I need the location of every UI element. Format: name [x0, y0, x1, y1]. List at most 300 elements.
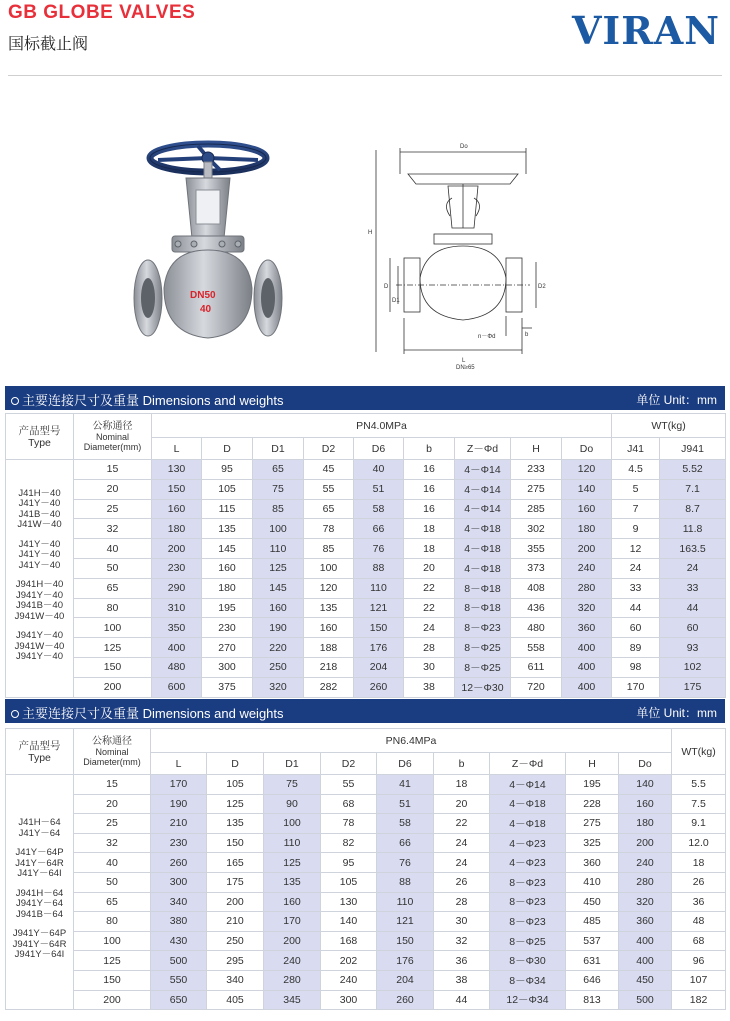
value-cell: 631	[566, 951, 619, 971]
header-divider	[8, 75, 722, 76]
table-row	[6, 814, 726, 834]
value-cell: 4.5	[612, 460, 660, 480]
nominal-diameter-cell: 125	[74, 951, 151, 971]
value-cell: 110	[354, 578, 404, 598]
nominal-diameter-cell: 80	[74, 912, 151, 932]
value-cell: 188	[304, 638, 354, 658]
value-cell: 4－Φ18	[490, 794, 566, 814]
column-header: Z－Φd	[455, 438, 511, 460]
label-d1: D1	[392, 298, 400, 304]
value-cell: 410	[566, 872, 619, 892]
value-cell: 120	[304, 578, 354, 598]
table-row	[6, 479, 726, 499]
value-cell: 4－Φ18	[455, 519, 511, 539]
value-cell: 230	[202, 618, 253, 638]
value-cell: 24	[660, 558, 726, 578]
value-cell: 320	[562, 598, 612, 618]
value-cell: 12.0	[672, 833, 726, 853]
value-cell: 200	[264, 931, 321, 951]
value-cell: 200	[562, 539, 612, 559]
value-cell: 204	[354, 657, 404, 677]
table-row	[6, 598, 726, 618]
value-cell: 18	[672, 853, 726, 873]
value-cell: 375	[202, 677, 253, 697]
pressure-group-header: PN4.0MPa	[152, 414, 612, 438]
nominal-diameter-cell: 50	[74, 558, 152, 578]
value-cell: 16	[404, 460, 455, 480]
page-header	[0, 0, 730, 70]
value-cell: 85	[253, 499, 304, 519]
value-cell: 150	[377, 931, 434, 951]
value-cell: 210	[151, 814, 207, 834]
value-cell: 8－Φ25	[490, 931, 566, 951]
pressure-group-header: PN6.4MPa	[151, 729, 672, 753]
value-cell: 44	[434, 990, 490, 1010]
valve-photo	[128, 138, 288, 368]
type-model: J41B－40	[18, 508, 61, 520]
value-cell: 89	[612, 638, 660, 658]
type-group	[6, 580, 73, 622]
value-cell: 360	[566, 853, 619, 873]
value-cell: 611	[511, 657, 562, 677]
value-cell: 76	[377, 853, 434, 873]
label-l: L	[462, 358, 466, 364]
value-cell: 18	[404, 519, 455, 539]
value-cell: 150	[152, 479, 202, 499]
value-cell: 8－Φ18	[455, 578, 511, 598]
value-cell: 60	[612, 618, 660, 638]
value-cell: 170	[151, 775, 207, 795]
value-cell: 20	[434, 794, 490, 814]
column-header: b	[434, 753, 490, 775]
value-cell: 160	[304, 618, 354, 638]
value-cell: 176	[377, 951, 434, 971]
value-cell: 135	[202, 519, 253, 539]
value-cell: 9	[612, 519, 660, 539]
nominal-diameter-cell: 125	[74, 638, 152, 658]
nominal-diameter-cell: 20	[74, 479, 152, 499]
type-model: J941Y－40	[15, 651, 63, 663]
value-cell: 4－Φ18	[455, 558, 511, 578]
value-cell: 282	[304, 677, 354, 697]
value-cell: 558	[511, 638, 562, 658]
value-cell: 170	[612, 677, 660, 697]
value-cell: 41	[377, 775, 434, 795]
wt-group-header: WT(kg)	[672, 729, 726, 775]
value-cell: 100	[264, 814, 321, 834]
section-bullet-icon	[11, 397, 19, 405]
value-cell: 500	[619, 990, 672, 1010]
value-cell: 4－Φ14	[455, 460, 511, 480]
value-cell: 350	[152, 618, 202, 638]
value-cell: 115	[202, 499, 253, 519]
type-model: J41Y－40	[18, 498, 61, 510]
value-cell: 125	[264, 853, 321, 873]
value-cell: 160	[619, 794, 672, 814]
type-model: J941W－40	[14, 640, 65, 652]
value-cell: 190	[253, 618, 304, 638]
value-cell: 105	[202, 479, 253, 499]
type-model: J41Y－64I	[17, 868, 62, 880]
value-cell: 200	[619, 833, 672, 853]
value-cell: 230	[152, 558, 202, 578]
value-cell: 285	[511, 499, 562, 519]
value-cell: 120	[562, 460, 612, 480]
value-cell: 168	[321, 931, 377, 951]
table-row	[6, 519, 726, 539]
type-header: 产品型号 Type	[6, 729, 74, 775]
value-cell: 45	[304, 460, 354, 480]
value-cell: 12	[612, 539, 660, 559]
type-model: J41Y－64P	[15, 847, 64, 859]
value-cell: 24	[612, 558, 660, 578]
table-row	[6, 578, 726, 598]
value-cell: 140	[619, 775, 672, 795]
value-cell: 28	[404, 638, 455, 658]
nominal-header: 公称通径 Nominal Diameter(mm)	[74, 414, 152, 460]
page-subtitle: 国标截止阀	[8, 36, 89, 53]
nominal-diameter-cell: 25	[74, 499, 152, 519]
value-cell: 300	[202, 657, 253, 677]
nominal-diameter-cell: 150	[74, 657, 152, 677]
value-cell: 176	[354, 638, 404, 658]
type-model: J941H－64	[15, 887, 64, 899]
nominal-diameter-cell: 40	[74, 853, 151, 873]
value-cell: 65	[304, 499, 354, 519]
value-cell: 121	[377, 912, 434, 932]
column-header: D1	[253, 438, 304, 460]
value-cell: 250	[253, 657, 304, 677]
nominal-diameter-cell: 200	[74, 990, 151, 1010]
value-cell: 32	[434, 931, 490, 951]
value-cell: 300	[151, 872, 207, 892]
value-cell: 170	[264, 912, 321, 932]
type-model: J41Y－64R	[15, 857, 64, 869]
value-cell: 180	[202, 578, 253, 598]
type-cell	[6, 460, 74, 698]
value-cell: 48	[672, 912, 726, 932]
label-h: H	[368, 230, 373, 236]
type-group	[6, 929, 73, 961]
value-cell: 93	[660, 638, 726, 658]
column-header: Do	[619, 753, 672, 775]
value-cell: 150	[354, 618, 404, 638]
nominal-diameter-cell: 100	[74, 618, 152, 638]
table-row	[6, 638, 726, 658]
table-row	[6, 794, 726, 814]
value-cell: 38	[404, 677, 455, 697]
value-cell: 813	[566, 990, 619, 1010]
value-cell: 646	[566, 970, 619, 990]
table-row	[6, 539, 726, 559]
value-cell: 96	[672, 951, 726, 971]
value-cell: 202	[321, 951, 377, 971]
value-cell: 400	[619, 931, 672, 951]
value-cell: 233	[511, 460, 562, 480]
type-model: J941Y－40	[15, 589, 63, 601]
wt-group-header: WT(kg)	[612, 414, 726, 438]
table-row	[6, 931, 726, 951]
value-cell: 58	[354, 499, 404, 519]
value-cell: 345	[264, 990, 321, 1010]
value-cell: 22	[404, 598, 455, 618]
type-model: J941Y－64I	[14, 949, 65, 961]
value-cell: 36	[672, 892, 726, 912]
table-row	[6, 892, 726, 912]
value-cell: 135	[264, 872, 321, 892]
nominal-diameter-cell: 80	[74, 598, 152, 618]
value-cell: 160	[264, 892, 321, 912]
value-cell: 65	[253, 460, 304, 480]
value-cell: 430	[151, 931, 207, 951]
section-title: 主要连接尺寸及重量 Dimensions and weights	[22, 393, 284, 408]
value-cell: 12－Φ30	[455, 677, 511, 697]
value-cell: 400	[562, 657, 612, 677]
value-cell: 200	[207, 892, 264, 912]
value-cell: 436	[511, 598, 562, 618]
column-header: D6	[354, 438, 404, 460]
label-bolt: n－Φd	[478, 334, 496, 340]
column-header: Z－Φd	[490, 753, 566, 775]
section-title: 主要连接尺寸及重量 Dimensions and weights	[22, 706, 284, 721]
type-model: J41H－64	[18, 817, 61, 829]
value-cell: 200	[152, 539, 202, 559]
value-cell: 44	[612, 598, 660, 618]
label-dn: DN≥65	[456, 365, 475, 371]
value-cell: 4－Φ14	[455, 479, 511, 499]
value-cell: 220	[253, 638, 304, 658]
column-header: D1	[264, 753, 321, 775]
value-cell: 38	[434, 970, 490, 990]
value-cell: 110	[264, 833, 321, 853]
value-cell: 107	[672, 970, 726, 990]
nominal-diameter-cell: 65	[74, 892, 151, 912]
value-cell: 78	[304, 519, 354, 539]
value-cell: 280	[562, 578, 612, 598]
value-cell: 140	[321, 912, 377, 932]
value-cell: 550	[151, 970, 207, 990]
value-cell: 8－Φ23	[455, 618, 511, 638]
value-cell: 320	[253, 677, 304, 697]
value-cell: 300	[321, 990, 377, 1010]
label-b: b	[525, 332, 529, 338]
value-cell: 8－Φ23	[490, 912, 566, 932]
value-cell: 450	[566, 892, 619, 912]
value-cell: 16	[404, 499, 455, 519]
value-cell: 218	[304, 657, 354, 677]
table-row	[6, 460, 726, 480]
table-row	[6, 499, 726, 519]
value-cell: 125	[253, 558, 304, 578]
value-cell: 12－Φ34	[490, 990, 566, 1010]
value-cell: 121	[354, 598, 404, 618]
section-bullet-icon	[11, 710, 19, 718]
column-header: D2	[321, 753, 377, 775]
unit-label: 单位 Unit：mm	[636, 706, 717, 720]
wt-column-header: J941	[660, 438, 726, 460]
value-cell: 160	[152, 499, 202, 519]
value-cell: 75	[253, 479, 304, 499]
value-cell: 485	[566, 912, 619, 932]
value-cell: 405	[207, 990, 264, 1010]
value-cell: 325	[566, 833, 619, 853]
nominal-diameter-cell: 200	[74, 677, 152, 697]
value-cell: 130	[321, 892, 377, 912]
value-cell: 8－Φ30	[490, 951, 566, 971]
value-cell: 55	[304, 479, 354, 499]
value-cell: 500	[151, 951, 207, 971]
type-model: J941Y－64R	[12, 938, 67, 950]
value-cell: 68	[672, 931, 726, 951]
value-cell: 33	[660, 578, 726, 598]
value-cell: 8－Φ23	[490, 872, 566, 892]
column-header: Do	[562, 438, 612, 460]
value-cell: 11.8	[660, 519, 726, 539]
column-header: H	[566, 753, 619, 775]
nominal-diameter-cell: 40	[74, 539, 152, 559]
value-cell: 145	[202, 539, 253, 559]
value-cell: 195	[202, 598, 253, 618]
value-cell: 9.1	[672, 814, 726, 834]
value-cell: 480	[511, 618, 562, 638]
value-cell: 360	[619, 912, 672, 932]
section-bar-pn64	[5, 699, 725, 723]
brand-logo: VIRAN	[571, 8, 720, 53]
value-cell: 400	[152, 638, 202, 658]
value-cell: 102	[660, 657, 726, 677]
column-header: H	[511, 438, 562, 460]
value-cell: 68	[321, 794, 377, 814]
value-cell: 140	[562, 479, 612, 499]
value-cell: 400	[562, 677, 612, 697]
value-cell: 18	[434, 775, 490, 795]
type-model: J41Y－40	[18, 538, 61, 550]
table-row	[6, 677, 726, 697]
value-cell: 150	[207, 833, 264, 853]
dimensions-table-pn40	[5, 413, 726, 698]
value-cell: 36	[434, 951, 490, 971]
value-cell: 8－Φ25	[455, 657, 511, 677]
column-header: L	[152, 438, 202, 460]
value-cell: 82	[321, 833, 377, 853]
value-cell: 78	[321, 814, 377, 834]
dimension-drawing	[360, 138, 560, 374]
value-cell: 160	[202, 558, 253, 578]
section-bar-pn40	[5, 386, 725, 410]
table-row	[6, 970, 726, 990]
type-model: J941Y－40	[15, 630, 63, 642]
value-cell: 85	[304, 539, 354, 559]
value-cell: 240	[562, 558, 612, 578]
value-cell: 105	[321, 872, 377, 892]
value-cell: 8－Φ23	[490, 892, 566, 912]
value-cell: 100	[253, 519, 304, 539]
value-cell: 650	[151, 990, 207, 1010]
value-cell: 24	[434, 853, 490, 873]
nominal-diameter-cell: 100	[74, 931, 151, 951]
value-cell: 400	[562, 638, 612, 658]
value-cell: 7	[612, 499, 660, 519]
table-row	[6, 912, 726, 932]
value-cell: 4－Φ18	[490, 814, 566, 834]
table-row	[6, 775, 726, 795]
value-cell: 175	[660, 677, 726, 697]
value-cell: 4－Φ23	[490, 853, 566, 873]
value-cell: 60	[660, 618, 726, 638]
table-row	[6, 657, 726, 677]
value-cell: 24	[434, 833, 490, 853]
value-cell: 58	[377, 814, 434, 834]
value-cell: 195	[566, 775, 619, 795]
label-d2: D2	[538, 284, 546, 290]
type-model: J41Y－40	[18, 559, 61, 571]
nominal-diameter-cell: 50	[74, 872, 151, 892]
column-header: b	[404, 438, 455, 460]
value-cell: 182	[672, 990, 726, 1010]
value-cell: 270	[202, 638, 253, 658]
value-cell: 260	[354, 677, 404, 697]
value-cell: 204	[377, 970, 434, 990]
value-cell: 5.5	[672, 775, 726, 795]
value-cell: 320	[619, 892, 672, 912]
value-cell: 290	[152, 578, 202, 598]
value-cell: 5	[612, 479, 660, 499]
table-row	[6, 618, 726, 638]
value-cell: 130	[152, 460, 202, 480]
value-cell: 105	[207, 775, 264, 795]
table-row	[6, 833, 726, 853]
nominal-header: 公称通径 Nominal Diameter(mm)	[74, 729, 151, 775]
value-cell: 240	[619, 853, 672, 873]
value-cell: 8－Φ18	[455, 598, 511, 618]
value-cell: 180	[152, 519, 202, 539]
value-cell: 95	[202, 460, 253, 480]
nominal-diameter-cell: 32	[74, 833, 151, 853]
type-model: J941Y－64P	[12, 928, 67, 940]
unit-label: 单位 Unit：mm	[636, 393, 717, 407]
table-row	[6, 872, 726, 892]
value-cell: 44	[660, 598, 726, 618]
value-cell: 5.52	[660, 460, 726, 480]
wt-column-header: J41	[612, 438, 660, 460]
value-cell: 373	[511, 558, 562, 578]
value-cell: 30	[404, 657, 455, 677]
nominal-diameter-cell: 25	[74, 814, 151, 834]
value-cell: 160	[253, 598, 304, 618]
column-header: D	[202, 438, 253, 460]
table-row	[6, 990, 726, 1010]
value-cell: 7.1	[660, 479, 726, 499]
valve-pressure-marking: 40	[200, 304, 212, 315]
value-cell: 7.5	[672, 794, 726, 814]
value-cell: 180	[562, 519, 612, 539]
table-row	[6, 558, 726, 578]
value-cell: 310	[152, 598, 202, 618]
value-cell: 66	[354, 519, 404, 539]
value-cell: 8.7	[660, 499, 726, 519]
type-model: J941Y－64	[15, 898, 63, 910]
value-cell: 88	[354, 558, 404, 578]
value-cell: 110	[377, 892, 434, 912]
table-row	[6, 951, 726, 971]
nominal-diameter-cell: 20	[74, 794, 151, 814]
type-group	[6, 489, 73, 531]
type-model: J41Y－64	[18, 827, 61, 839]
type-header: 产品型号 Type	[6, 414, 74, 460]
value-cell: 275	[511, 479, 562, 499]
value-cell: 275	[566, 814, 619, 834]
value-cell: 98	[612, 657, 660, 677]
